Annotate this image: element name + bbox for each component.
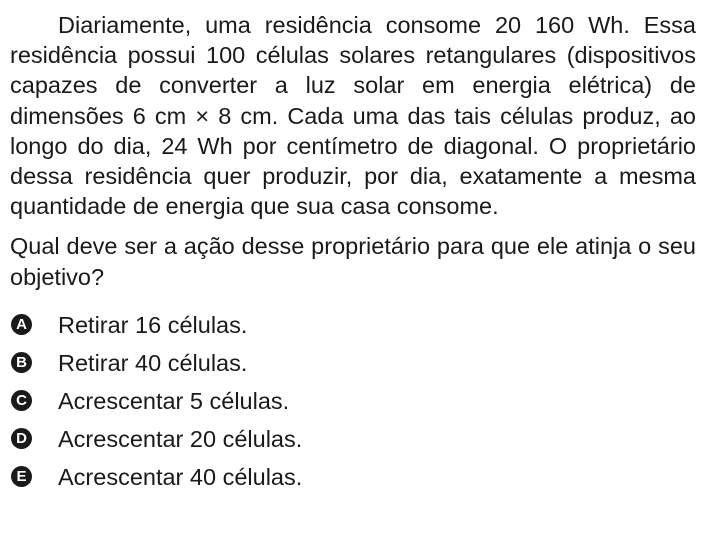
- option-d-letter-badge: D: [11, 428, 32, 449]
- option-a-text: Retirar 16 células.: [58, 311, 248, 338]
- option-d-text: Acrescentar 20 células.: [58, 425, 303, 452]
- option-c-letter-badge: C: [11, 390, 32, 411]
- option-b[interactable]: [10, 344, 696, 382]
- question-statement: Diariamente, uma residência consome 20 160 Wh. Essa residência possui 100 células solares retangulares (dispositivos capazes de converter a luz solar em energia elétrica) de dimensões 6 cm × 8 cm. Cada uma das tais células produz, ao longo do dia, 24 Wh por centímetro de diagonal. O proprietário dessa residência quer produzir, por dia, exatamente a mesma quantidade de energia que sua casa consome.: [10, 12, 696, 220]
- option-a[interactable]: [10, 306, 696, 344]
- option-c[interactable]: [10, 382, 696, 420]
- option-d[interactable]: [10, 420, 696, 458]
- option-a-letter-badge: A: [11, 314, 32, 335]
- answer-options: [10, 306, 696, 496]
- option-b-text: Retirar 40 células.: [58, 349, 248, 376]
- option-b-letter-badge: B: [11, 352, 32, 373]
- option-e-letter-badge: E: [11, 466, 32, 487]
- option-e[interactable]: [10, 458, 696, 496]
- question-prompt: Qual deve ser a ação desse proprietário para que ele atinja o seu objetivo?: [10, 233, 696, 290]
- option-e-text: Acrescentar 40 células.: [58, 463, 303, 490]
- question-block: [10, 10, 696, 496]
- option-c-text: Acrescentar 5 células.: [58, 387, 290, 414]
